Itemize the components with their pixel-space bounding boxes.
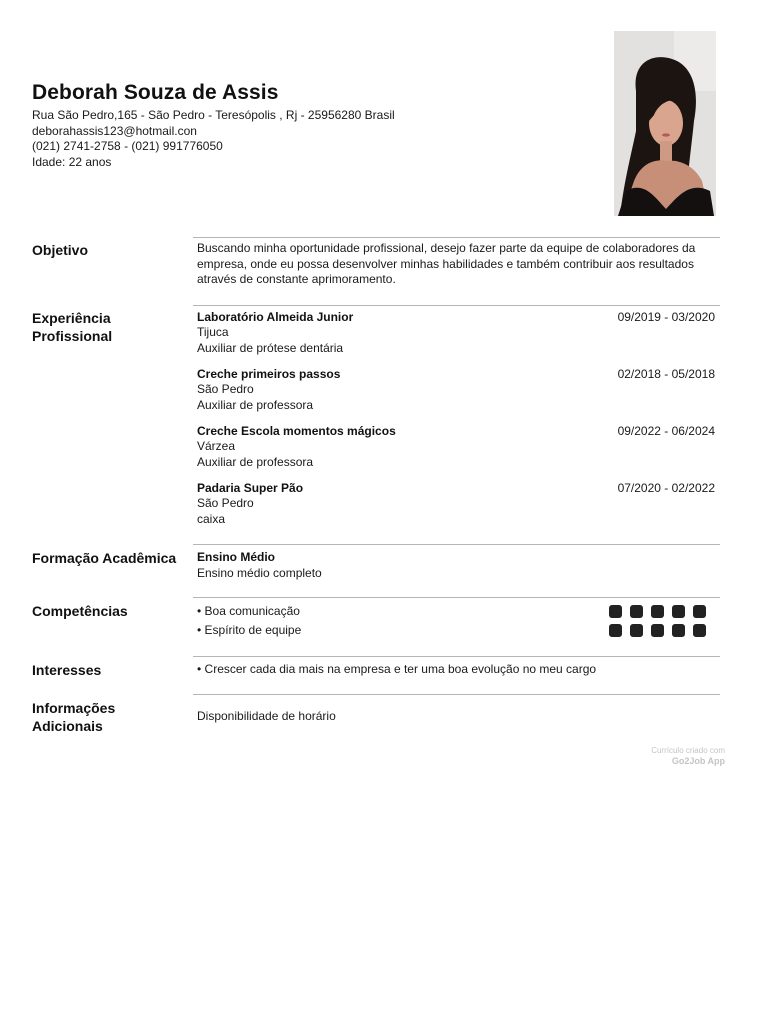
app-credit — [651, 745, 725, 767]
company-name: Creche primeiros passos — [197, 367, 341, 381]
rating-dot — [651, 624, 664, 637]
job-period: 09/2019 - 03/2020 — [617, 310, 715, 324]
rating-dot — [630, 605, 643, 618]
skill-rating — [609, 624, 706, 637]
skill-rating — [609, 605, 706, 618]
candidate-name: Deborah Souza de Assis — [32, 81, 279, 104]
divider — [193, 305, 720, 306]
divider — [193, 237, 720, 238]
section-title-line: Adicionais — [32, 718, 103, 734]
section-title-objective: Objetivo — [32, 242, 89, 258]
rating-dot — [693, 605, 706, 618]
section-title-experience — [32, 309, 112, 345]
job-role: Auxiliar de professora — [197, 398, 314, 412]
rating-dot — [609, 624, 622, 637]
section-title-line: Experiência — [32, 310, 111, 326]
job-location: Várzea — [197, 439, 236, 453]
job-period: 07/2020 - 02/2022 — [617, 481, 715, 495]
job-period: 09/2022 - 06/2024 — [617, 424, 715, 438]
rating-dot — [630, 624, 643, 637]
job-location: São Pedro — [197, 496, 254, 510]
objective-text: Buscando minha oportunidade profissional, desejo fazer parte da equipe de colaboradores da empresa, onde eu possa desenvolver minhas habilidades e também contribuir aos resultados através de constante aprimoramento. — [197, 241, 696, 286]
section-title-line: Informações — [32, 700, 116, 716]
company-name: Creche Escola momentos mágicos — [197, 424, 396, 438]
profile-photo — [614, 31, 716, 216]
company-name: Padaria Super Pão — [197, 481, 304, 495]
divider — [193, 597, 720, 598]
credit-line: Currículo criado com — [651, 746, 725, 755]
company-name: Laboratório Almeida Junior — [197, 310, 354, 324]
email: deborahassis123@hotmail.con — [32, 124, 197, 138]
divider — [193, 656, 720, 657]
phones: (021) 2741-2758 - (021) 991776050 — [32, 139, 223, 153]
section-title-additional — [32, 699, 115, 735]
rating-dot — [693, 624, 706, 637]
rating-dot — [651, 605, 664, 618]
app-name: Go2Job App — [671, 756, 725, 766]
job-role: Auxiliar de professora — [197, 455, 314, 469]
job-period: 02/2018 - 05/2018 — [617, 367, 715, 381]
age: Idade: 22 anos — [32, 155, 112, 169]
section-title-interests: Interesses — [32, 662, 102, 678]
divider — [193, 694, 720, 695]
address: Rua São Pedro,165 - São Pedro - Teresópolis , Rj - 25956280 Brasil — [32, 108, 395, 122]
rating-dot — [672, 624, 685, 637]
job-role: Auxiliar de prótese dentária — [197, 341, 344, 355]
rating-dot — [672, 605, 685, 618]
job-location: Tijuca — [197, 325, 229, 339]
section-title-skills: Competências — [32, 603, 128, 619]
divider — [193, 544, 720, 545]
section-title-education: Formação Acadêmica — [32, 550, 177, 566]
degree: Ensino Médio — [197, 550, 275, 564]
degree-detail: Ensino médio completo — [197, 566, 322, 580]
section-title-line: Profissional — [32, 328, 113, 344]
job-role: caixa — [197, 512, 226, 526]
skill-label: • Boa comunicação — [197, 604, 300, 618]
interest-item: • Crescer cada dia mais na empresa e ter uma boa evolução no meu cargo — [197, 662, 597, 676]
job-location: São Pedro — [197, 382, 254, 396]
skill-label: • Espírito de equipe — [197, 623, 302, 637]
additional-text: Disponibilidade de horário — [197, 709, 336, 723]
rating-dot — [609, 605, 622, 618]
